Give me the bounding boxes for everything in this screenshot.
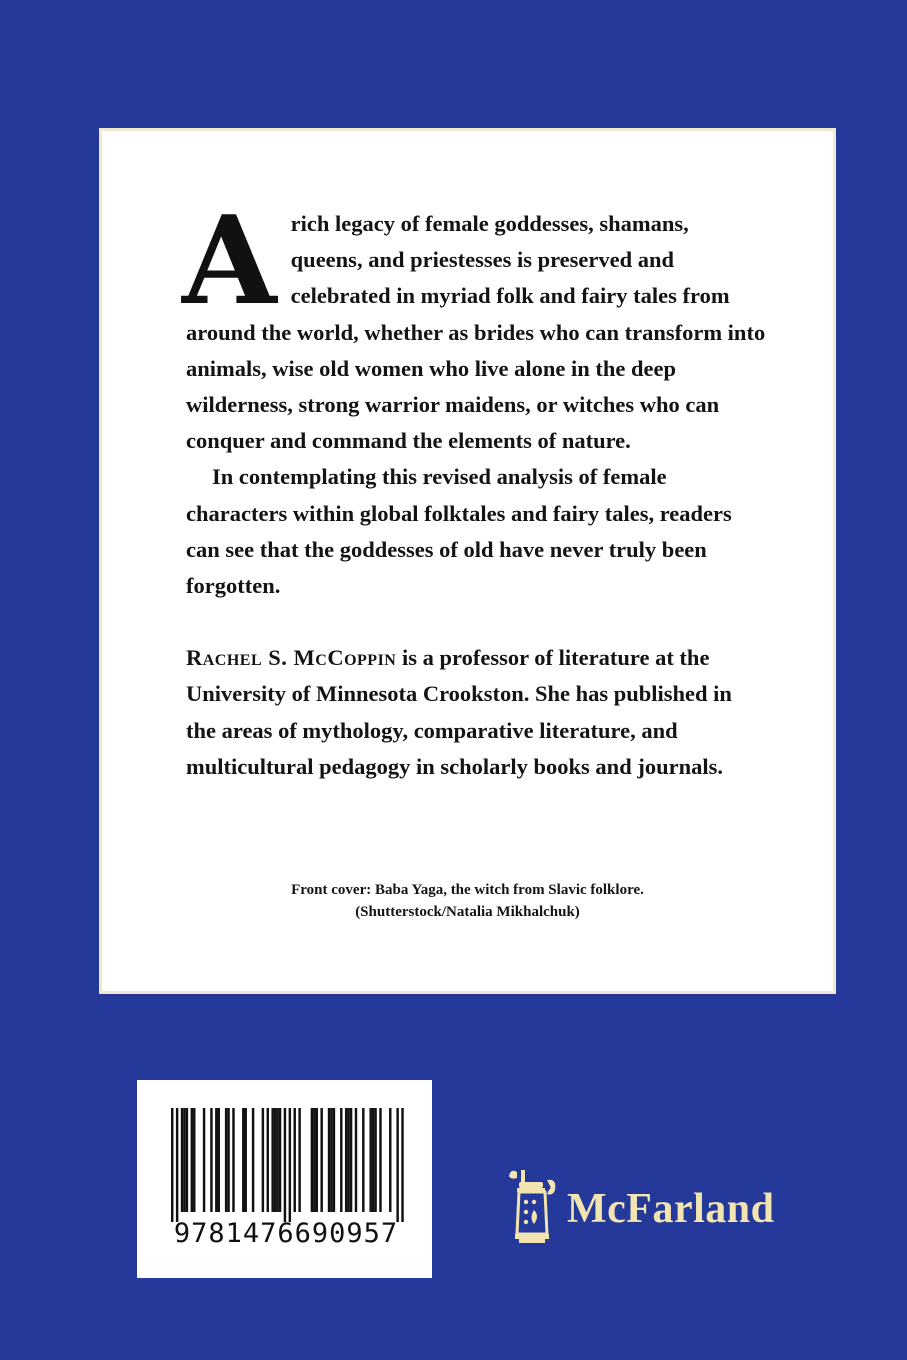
blurb-panel (99, 128, 836, 994)
barcode-bar (396, 1108, 398, 1222)
barcode-bar (176, 1108, 178, 1222)
barcode-bar (242, 1108, 244, 1212)
barcode-bar (245, 1108, 247, 1212)
blurb-paragraph-1 (182, 188, 766, 459)
barcode-bar (379, 1108, 381, 1212)
cover-credit (102, 879, 833, 923)
drop-cap: A (182, 188, 277, 332)
blurb-content (182, 188, 766, 785)
barcode-bar (186, 1108, 188, 1212)
publisher-name: McFarland (567, 1186, 775, 1232)
barcode-bar (271, 1108, 273, 1212)
barcode-bar (374, 1108, 376, 1212)
barcode-bar (191, 1108, 193, 1212)
author-name: Rachel S. McCoppin (186, 645, 397, 671)
barcode-bar (316, 1108, 318, 1212)
barcode-bar (350, 1108, 352, 1212)
barcode-bar (252, 1108, 254, 1212)
barcode-bar (328, 1108, 330, 1212)
barcode-bar (232, 1108, 234, 1212)
barcode-bar (274, 1108, 276, 1212)
cover-credit-line-2: (Shutterstock/Natalia Mikhalchuk) (355, 904, 580, 920)
author-bio-text: is a professor of literature at the University of Minnesota Crookston. She has published in the areas of mythology, comparative literature, and multicultural pedagogy in scholarly books and journals. (186, 645, 732, 779)
blurb-paragraph-2: In contemplating this revised analysis of female characters within global folktales and fairy tales, readers can see that the goddesses of old have never truly been forgotten. (186, 464, 732, 599)
barcode (137, 1080, 432, 1278)
barcode-bar (215, 1108, 217, 1212)
barcode-bar (320, 1108, 322, 1212)
barcode-bar (372, 1108, 374, 1212)
barcode-bar (355, 1108, 357, 1212)
barcode-bar (389, 1108, 391, 1212)
publisher-logo (507, 1168, 774, 1250)
barcode-bar (333, 1108, 335, 1212)
barcode-bar (294, 1108, 296, 1212)
barcode-bar (227, 1108, 229, 1212)
barcode-bar (218, 1108, 220, 1212)
barcode-bar (210, 1108, 212, 1212)
barcode-bar (369, 1108, 371, 1212)
barcode-bar (267, 1108, 269, 1212)
barcode-bar (203, 1108, 205, 1212)
barcode-bar (284, 1108, 286, 1222)
barcode-bar (345, 1108, 347, 1212)
cover-credit-line-1: Front cover: Baba Yaga, the witch from Slavic folklore. (291, 882, 644, 898)
barcode-bar (276, 1108, 278, 1212)
barcode-bar (181, 1108, 183, 1212)
barcode-bar (362, 1108, 364, 1212)
barcode-bar (171, 1108, 173, 1222)
barcode-bar (313, 1108, 315, 1212)
barcode-bar (401, 1108, 403, 1222)
isbn-number: 9781476690957 (173, 1218, 399, 1249)
barcode-bar (347, 1108, 349, 1212)
barcode-bar (183, 1108, 185, 1212)
barcode-bar (193, 1108, 195, 1212)
author-bio (186, 640, 766, 785)
barcode-bar (298, 1108, 300, 1212)
barcode-bar (279, 1108, 281, 1212)
barcode-bar (289, 1108, 291, 1222)
blurb-paragraph-1-text: rich legacy of female goddesses, shamans, queens, and priestesses is preserved and celebrated in myriad folk and fairy tales from around the world, whether as brides who can transform into animals, wise old women who live alone in the deep wilderness, strong warrior maidens, or witches who can conquer and command the elements of nature. (186, 211, 766, 454)
barcode-bar (340, 1108, 342, 1212)
barcode-bar (262, 1108, 264, 1212)
barcode-bar (225, 1108, 227, 1212)
barcode-bar (330, 1108, 332, 1212)
barcode-bar (311, 1108, 313, 1212)
lantern-icon (507, 1168, 559, 1250)
